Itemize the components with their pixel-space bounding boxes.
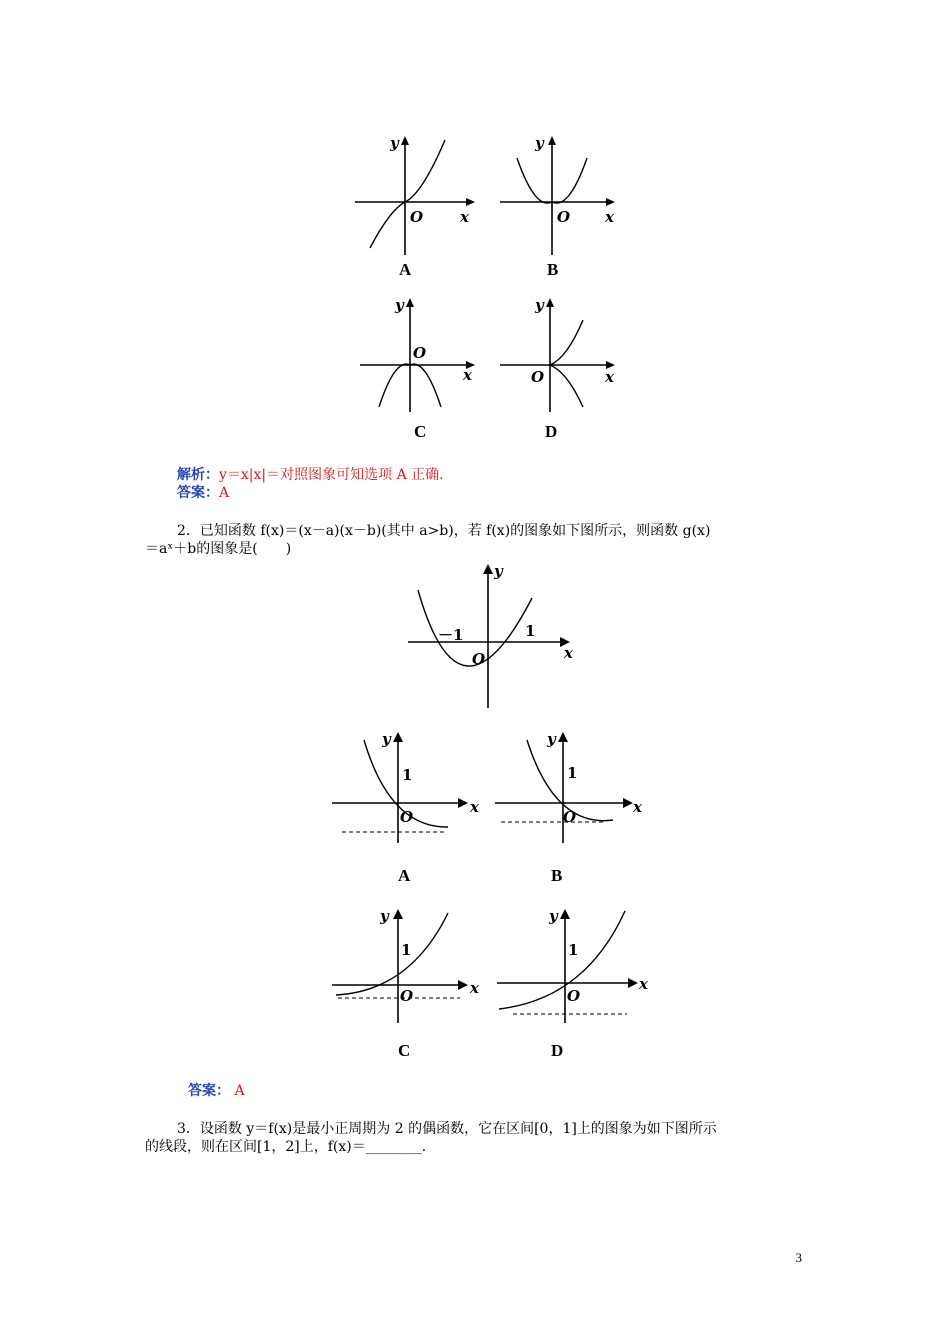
origin-label: O [472, 650, 486, 668]
analysis-text: y＝x|x|＝对照图象可知选项 A 正确. [219, 467, 444, 483]
y-axis-label: y [549, 907, 558, 925]
tick-one: 1 [568, 941, 579, 959]
origin-label: O [531, 368, 545, 386]
analysis-label: 解析： [177, 467, 219, 483]
x-axis-label: x [460, 208, 469, 226]
q2-stem-line1: 2．已知函数 f(x)＝(x－a)(x－b)(其中 a>b)，若 f(x)的图象如下图所示，则函数 g(x) [177, 523, 711, 539]
x-axis-label: x [564, 644, 573, 662]
q2-main-graph [400, 558, 585, 713]
tick-neg-one: －1 [438, 626, 464, 644]
q2-option-d: D [551, 1041, 564, 1060]
q2-answer [188, 1080, 245, 1100]
y-axis-label: y [547, 730, 556, 748]
origin-label: O [400, 808, 414, 826]
origin-label: O [557, 208, 571, 226]
y-axis-label: y [535, 134, 544, 152]
q1-graph-c [355, 292, 485, 417]
x-axis-label: x [470, 979, 479, 997]
q2-stem-line2: ＝aˣ＋b的图象是( ) [145, 541, 292, 557]
q1-analysis [177, 464, 444, 484]
q1-answer [177, 482, 229, 502]
q3-stem-line1: 3．设函数 y＝f(x)是最小正周期为 2 的偶函数，它在区间[0，1]上的图象为如下图所示 [177, 1121, 717, 1137]
q1-graph-d [495, 292, 625, 417]
x-axis-label: x [470, 798, 479, 816]
q1-graph-b [495, 130, 625, 260]
answer-label: 答案： [177, 485, 219, 501]
x-axis-label: x [639, 975, 648, 993]
x-axis-label: x [463, 366, 472, 384]
origin-label: O [567, 987, 581, 1005]
origin-label: O [413, 344, 427, 362]
tick-one: 1 [402, 766, 413, 784]
q1-graph-a [350, 130, 480, 260]
q1-option-c: C [414, 422, 427, 441]
y-axis-label: y [395, 296, 404, 314]
x-axis-label: x [633, 798, 642, 816]
tick-one: 1 [525, 622, 536, 640]
q2-option-b: B [551, 866, 563, 885]
q1-option-b: B [547, 260, 559, 279]
tick-one: 1 [401, 941, 412, 959]
y-axis-label: y [380, 907, 389, 925]
y-axis-label: y [382, 730, 391, 748]
page-number: 3 [795, 1250, 802, 1265]
y-axis-label: y [390, 134, 399, 152]
q3-stem-line2: 的线段，则在区间[1，2]上，f(x)＝________. [145, 1139, 427, 1155]
answer-value: A [234, 1083, 245, 1099]
q2-option-a: A [398, 866, 411, 885]
x-axis-label: x [605, 208, 614, 226]
q2-graph-c [330, 903, 485, 1028]
q2-graph-b [493, 728, 648, 848]
x-axis-label: x [605, 368, 614, 386]
q2-graph-d [495, 903, 655, 1028]
answer-label: 答案： [188, 1083, 230, 1099]
y-axis-label: y [494, 562, 503, 580]
origin-label: O [563, 808, 577, 826]
q2-option-c: C [398, 1041, 411, 1060]
origin-label: O [410, 208, 424, 226]
tick-one: 1 [567, 764, 578, 782]
y-axis-label: y [535, 296, 544, 314]
q1-option-d: D [545, 422, 558, 441]
q2-graph-a [330, 728, 485, 848]
q1-option-a: A [399, 260, 412, 279]
answer-value: A [219, 485, 230, 501]
origin-label: O [400, 987, 414, 1005]
